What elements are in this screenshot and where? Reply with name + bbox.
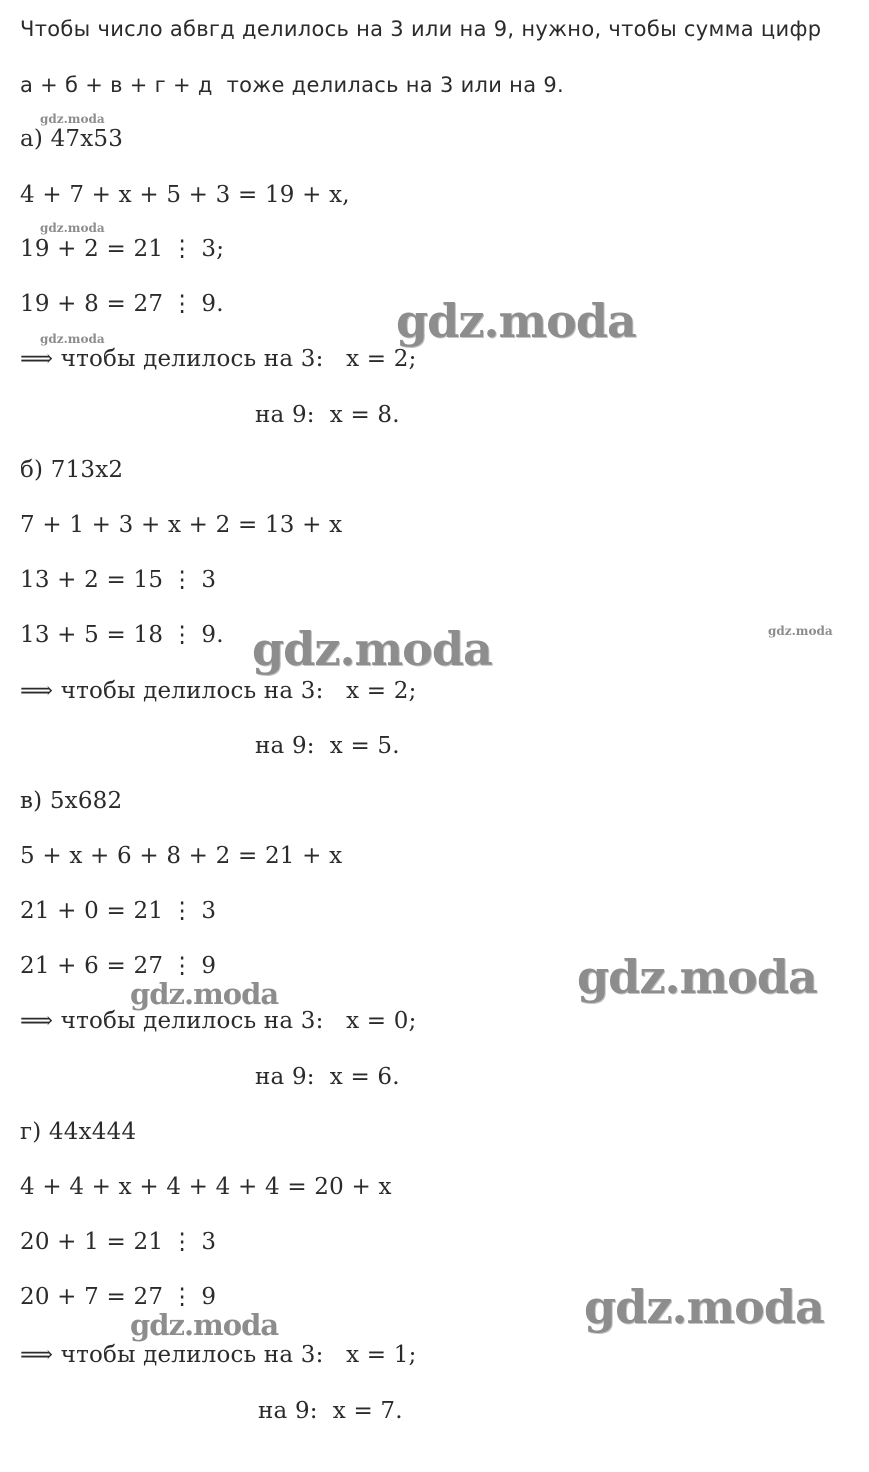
part-b-heading: б) 713х2 bbox=[20, 457, 124, 483]
part-b-result-9: на 9: x = 5. bbox=[255, 733, 400, 759]
part-a-sum: 4 + 7 + x + 5 + 3 = 19 + x, bbox=[20, 182, 350, 208]
watermark-large: gdz.moda bbox=[577, 950, 817, 1004]
part-c-heading: в) 5х682 bbox=[20, 788, 123, 814]
part-a-result-9: на 9: x = 8. bbox=[255, 402, 400, 428]
part-c-check-9: 21 + 6 = 27 ⋮ 9 bbox=[20, 953, 217, 979]
watermark-large: gdz.moda bbox=[396, 294, 636, 348]
part-c-result-3: ⟹ чтобы делилось на 3: x = 0; bbox=[20, 1008, 417, 1034]
watermark-large: gdz.moda bbox=[584, 1280, 824, 1334]
part-d-sum: 4 + 4 + x + 4 + 4 + 4 = 20 + x bbox=[20, 1174, 392, 1200]
watermark-small: gdz.moda bbox=[40, 221, 105, 235]
part-d-check-9: 20 + 7 = 27 ⋮ 9 bbox=[20, 1284, 217, 1310]
part-d-heading: г) 44х444 bbox=[20, 1119, 137, 1145]
intro-line-1: Чтобы число абвгд делилось на 3 или на 9, нужно, чтобы сумма цифр bbox=[20, 17, 822, 41]
part-b-result-3: ⟹ чтобы делилось на 3: x = 2; bbox=[20, 678, 417, 704]
part-a-check-3: 19 + 2 = 21 ⋮ 3; bbox=[20, 236, 225, 262]
watermark-medium: gdz.moda bbox=[130, 977, 279, 1011]
part-d-result-3: ⟹ чтобы делилось на 3: x = 1; bbox=[20, 1342, 417, 1368]
part-b-sum: 7 + 1 + 3 + x + 2 = 13 + x bbox=[20, 512, 343, 538]
part-b-check-9: 13 + 5 = 18 ⋮ 9. bbox=[20, 622, 224, 648]
part-a-heading: а) 47х53 bbox=[20, 126, 124, 152]
intro-line-2: а + б + в + г + д тоже делилась на 3 или на 9. bbox=[20, 73, 564, 97]
part-d-check-3: 20 + 1 = 21 ⋮ 3 bbox=[20, 1229, 217, 1255]
part-a-result-3: ⟹ чтобы делилось на 3: x = 2; bbox=[20, 346, 417, 372]
part-c-check-3: 21 + 0 = 21 ⋮ 3 bbox=[20, 898, 217, 924]
part-c-sum: 5 + x + 6 + 8 + 2 = 21 + x bbox=[20, 843, 343, 869]
watermark-small: gdz.moda bbox=[40, 332, 105, 346]
part-b-check-3: 13 + 2 = 15 ⋮ 3 bbox=[20, 567, 217, 593]
watermark-small: gdz.moda bbox=[40, 112, 105, 126]
part-c-result-9: на 9: x = 6. bbox=[255, 1064, 400, 1090]
part-a-check-9: 19 + 8 = 27 ⋮ 9. bbox=[20, 291, 224, 317]
watermark-small: gdz.moda bbox=[768, 624, 833, 638]
watermark-large: gdz.moda bbox=[252, 622, 492, 676]
part-d-result-9: на 9: x = 7. bbox=[258, 1398, 403, 1424]
watermark-medium: gdz.moda bbox=[130, 1308, 279, 1342]
